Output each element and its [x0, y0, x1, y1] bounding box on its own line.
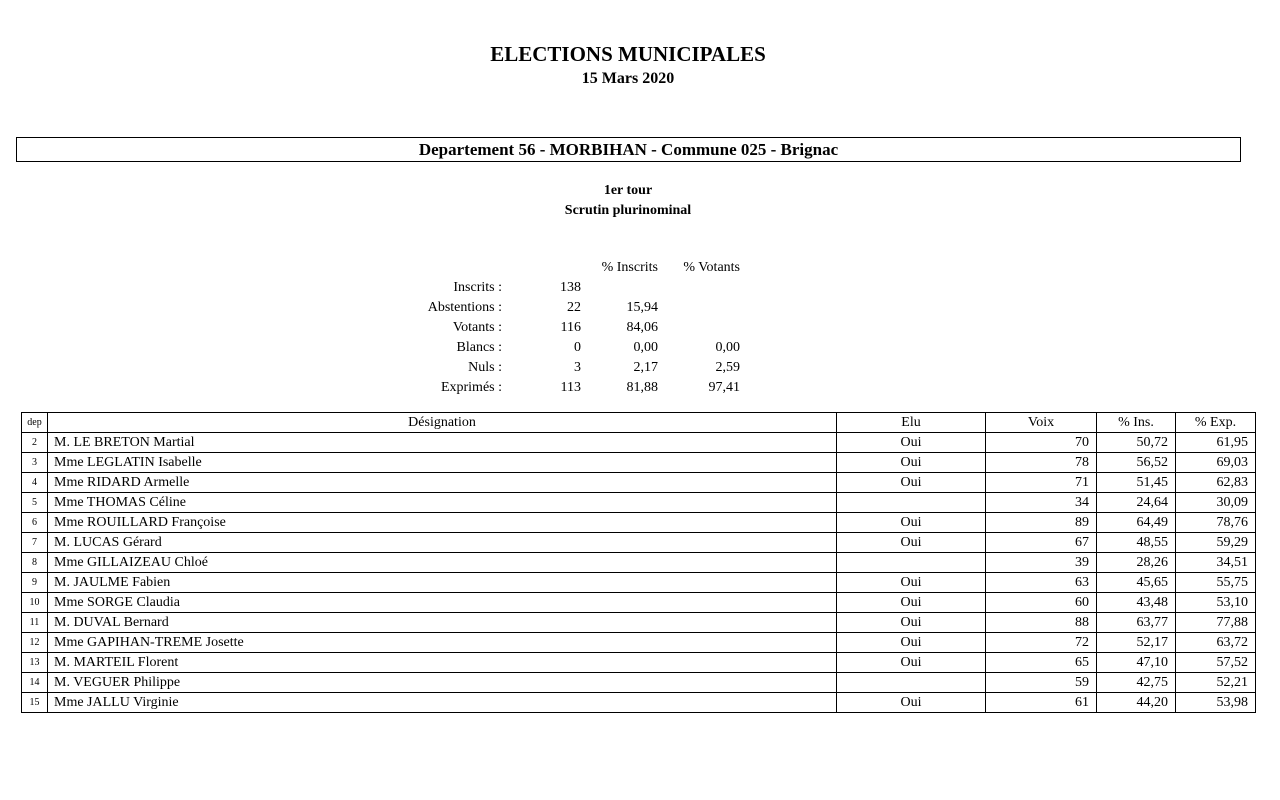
cell-pct-ins: 63,77 — [1097, 613, 1176, 633]
cell-voix: 34 — [986, 493, 1097, 513]
stat-value: 3 — [574, 360, 581, 375]
stat-value: 116 — [560, 320, 581, 335]
table-row — [22, 673, 1256, 693]
stat-pct-inscrits: 81,88 — [626, 380, 658, 395]
cell-voix: 67 — [986, 533, 1097, 553]
cell-voix: 59 — [986, 673, 1097, 693]
cell-pct-exp: 53,10 — [1176, 593, 1256, 613]
cell-pct-ins: 28,26 — [1097, 553, 1176, 573]
col-voix: Voix — [986, 413, 1097, 433]
cell-elu: Oui — [837, 573, 986, 593]
stat-label: Exprimés : — [440, 380, 502, 395]
cell-pct-exp: 55,75 — [1176, 573, 1256, 593]
cell-elu: Oui — [837, 633, 986, 653]
cell-dep: 13 — [22, 653, 48, 673]
cell-pct-exp: 62,83 — [1176, 473, 1256, 493]
cell-dep: 7 — [22, 533, 48, 553]
department-banner: Departement 56 - MORBIHAN - Commune 025 - Brignac — [16, 137, 1241, 162]
cell-elu: Oui — [837, 693, 986, 713]
col-pct-ins: % Ins. — [1097, 413, 1176, 433]
table-row — [22, 533, 1256, 553]
results-header-row — [22, 413, 1256, 433]
table-row — [22, 573, 1256, 593]
cell-candidate-name: Mme GILLAIZEAU Chloé — [48, 553, 837, 573]
cell-elu: Oui — [837, 473, 986, 493]
cell-pct-ins: 52,17 — [1097, 633, 1176, 653]
cell-elu: Oui — [837, 613, 986, 633]
cell-candidate-name: M. MARTEIL Florent — [48, 653, 837, 673]
table-row — [22, 593, 1256, 613]
cell-dep: 11 — [22, 613, 48, 633]
col-designation: Désignation — [48, 413, 837, 433]
table-row — [22, 513, 1256, 533]
table-row — [22, 553, 1256, 573]
table-row — [22, 693, 1256, 713]
cell-pct-exp: 78,76 — [1176, 513, 1256, 533]
table-row — [22, 453, 1256, 473]
stat-pct-inscrits: 15,94 — [626, 300, 658, 315]
cell-voix: 60 — [986, 593, 1097, 613]
cell-pct-ins: 43,48 — [1097, 593, 1176, 613]
cell-pct-exp: 57,52 — [1176, 653, 1256, 673]
cell-candidate-name: Mme GAPIHAN-TREME Josette — [48, 633, 837, 653]
col-elu: Elu — [837, 413, 986, 433]
cell-elu: Oui — [837, 653, 986, 673]
cell-elu: Oui — [837, 453, 986, 473]
stat-value: 0 — [574, 340, 581, 355]
cell-voix: 61 — [986, 693, 1097, 713]
table-row — [22, 433, 1256, 453]
stat-pct-votants: 97,41 — [708, 380, 740, 395]
stat-label: Blancs : — [456, 340, 502, 355]
stat-label: Votants : — [452, 320, 502, 335]
cell-voix: 89 — [986, 513, 1097, 533]
cell-elu: Oui — [837, 513, 986, 533]
cell-dep: 9 — [22, 573, 48, 593]
cell-voix: 71 — [986, 473, 1097, 493]
cell-pct-ins: 42,75 — [1097, 673, 1176, 693]
cell-candidate-name: Mme RIDARD Armelle — [48, 473, 837, 493]
stat-pct-inscrits: 2,17 — [633, 360, 658, 375]
scrutin-type: Scrutin plurinominal — [564, 203, 692, 218]
cell-candidate-name: M. LUCAS Gérard — [48, 533, 837, 553]
stats-col-pct-inscrits: % Inscrits — [601, 260, 658, 275]
cell-pct-exp: 69,03 — [1176, 453, 1256, 473]
table-row — [22, 613, 1256, 633]
cell-candidate-name: M. VEGUER Philippe — [48, 673, 837, 693]
col-dep: dep — [22, 413, 48, 433]
stat-pct-inscrits: 0,00 — [633, 340, 658, 355]
results-body — [22, 433, 1256, 713]
stat-label: Abstentions : — [427, 300, 502, 315]
cell-pct-ins: 47,10 — [1097, 653, 1176, 673]
stat-label: Nuls : — [468, 360, 502, 375]
cell-candidate-name: M. DUVAL Bernard — [48, 613, 837, 633]
cell-dep: 2 — [22, 433, 48, 453]
cell-voix: 72 — [986, 633, 1097, 653]
cell-dep: 8 — [22, 553, 48, 573]
cell-dep: 5 — [22, 493, 48, 513]
cell-candidate-name: M. JAULME Fabien — [48, 573, 837, 593]
cell-elu — [837, 553, 986, 573]
cell-dep: 15 — [22, 693, 48, 713]
cell-pct-exp: 53,98 — [1176, 693, 1256, 713]
cell-pct-ins: 56,52 — [1097, 453, 1176, 473]
stat-value: 113 — [560, 380, 581, 395]
cell-pct-ins: 64,49 — [1097, 513, 1176, 533]
cell-pct-exp: 63,72 — [1176, 633, 1256, 653]
table-row — [22, 653, 1256, 673]
cell-candidate-name: Mme JALLU Virginie — [48, 693, 837, 713]
cell-pct-exp: 52,21 — [1176, 673, 1256, 693]
cell-candidate-name: Mme LEGLATIN Isabelle — [48, 453, 837, 473]
election-date: 15 Mars 2020 — [581, 70, 675, 87]
cell-pct-ins: 44,20 — [1097, 693, 1176, 713]
cell-candidate-name: Mme THOMAS Céline — [48, 493, 837, 513]
cell-voix: 39 — [986, 553, 1097, 573]
page-title: ELECTIONS MUNICIPALES — [490, 42, 766, 66]
results-table — [21, 412, 1256, 713]
cell-voix: 70 — [986, 433, 1097, 453]
cell-candidate-name: Mme SORGE Claudia — [48, 593, 837, 613]
cell-pct-exp: 30,09 — [1176, 493, 1256, 513]
cell-dep: 12 — [22, 633, 48, 653]
cell-dep: 3 — [22, 453, 48, 473]
cell-pct-ins: 48,55 — [1097, 533, 1176, 553]
cell-dep: 10 — [22, 593, 48, 613]
cell-voix: 65 — [986, 653, 1097, 673]
stat-value: 138 — [560, 280, 581, 295]
cell-voix: 78 — [986, 453, 1097, 473]
cell-pct-ins: 51,45 — [1097, 473, 1176, 493]
cell-candidate-name: Mme ROUILLARD Françoise — [48, 513, 837, 533]
cell-dep: 6 — [22, 513, 48, 533]
cell-voix: 88 — [986, 613, 1097, 633]
cell-pct-exp: 59,29 — [1176, 533, 1256, 553]
stat-label: Inscrits : — [453, 280, 502, 295]
cell-elu: Oui — [837, 433, 986, 453]
stat-pct-inscrits: 84,06 — [626, 320, 658, 335]
stat-pct-votants: 0,00 — [715, 340, 740, 355]
cell-elu — [837, 673, 986, 693]
stat-pct-votants: 2,59 — [715, 360, 740, 375]
cell-dep: 4 — [22, 473, 48, 493]
cell-elu: Oui — [837, 593, 986, 613]
stats-col-pct-votants: % Votants — [683, 260, 740, 275]
cell-pct-exp: 77,88 — [1176, 613, 1256, 633]
table-row — [22, 633, 1256, 653]
cell-pct-exp: 61,95 — [1176, 433, 1256, 453]
cell-pct-ins: 24,64 — [1097, 493, 1176, 513]
cell-voix: 63 — [986, 573, 1097, 593]
cell-candidate-name: M. LE BRETON Martial — [48, 433, 837, 453]
cell-pct-exp: 34,51 — [1176, 553, 1256, 573]
col-pct-exp: % Exp. — [1176, 413, 1256, 433]
round-label: 1er tour — [603, 183, 653, 198]
cell-elu: Oui — [837, 533, 986, 553]
cell-pct-ins: 50,72 — [1097, 433, 1176, 453]
table-row — [22, 473, 1256, 493]
cell-dep: 14 — [22, 673, 48, 693]
cell-pct-ins: 45,65 — [1097, 573, 1176, 593]
table-row — [22, 493, 1256, 513]
stat-value: 22 — [567, 300, 581, 315]
cell-elu — [837, 493, 986, 513]
